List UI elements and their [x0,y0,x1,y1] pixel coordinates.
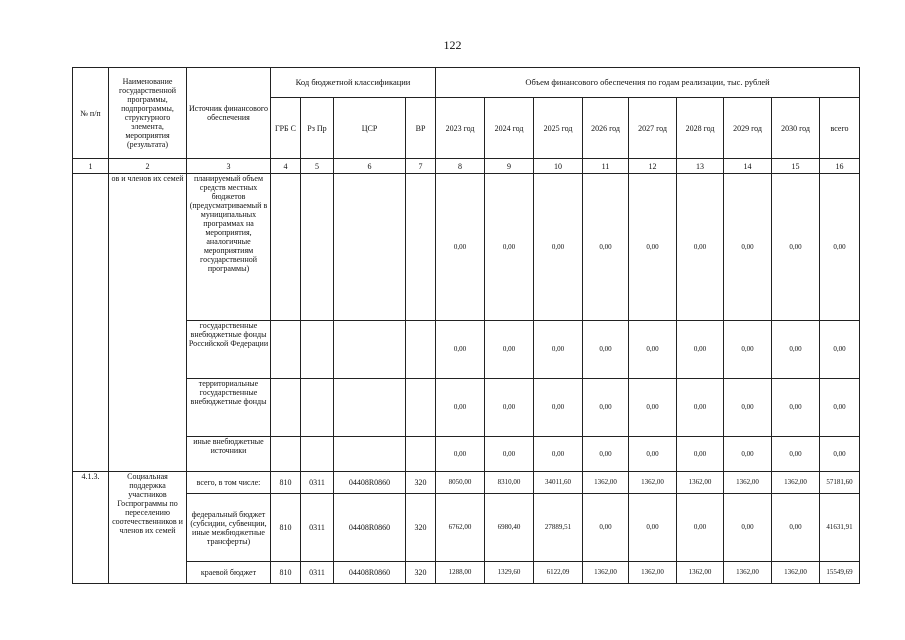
empty-cell [301,437,334,472]
value-cell: 0,00 [629,379,677,437]
value-cell: 0,00 [629,174,677,321]
row-num [73,174,109,472]
empty-cell [406,437,436,472]
value-cell: 0,00 [583,437,629,472]
header-name: Наименование государственной программы, подпрограммы, структурного элемента, мероприятия (результата) [109,68,187,159]
empty-cell [334,174,406,321]
value-cell: 0,00 [583,174,629,321]
value-cell: 0,00 [724,379,772,437]
table-row [73,472,860,494]
total-cell: 0,00 [820,437,860,472]
total-cell: 41631,91 [820,494,860,562]
value-cell: 0,00 [629,494,677,562]
row-source: иные внебюджетные источники [187,437,271,472]
value-cell: 1362,00 [772,562,820,584]
value-cell: 0,00 [724,174,772,321]
column-number: 7 [406,159,436,174]
value-cell: 0,00 [534,321,583,379]
table-row [73,494,860,562]
value-cell: 0,00 [436,379,485,437]
grbs-cell: 810 [271,494,301,562]
header-grbs: ГРБ С [271,98,301,159]
table-row [73,562,860,584]
rzpr-cell: 0311 [301,562,334,584]
value-cell: 1288,00 [436,562,485,584]
header-csr: ЦСР [334,98,406,159]
value-cell: 0,00 [485,174,534,321]
empty-cell [271,174,301,321]
value-cell: 0,00 [583,379,629,437]
column-number: 9 [485,159,534,174]
value-cell: 0,00 [534,174,583,321]
row-num: 4.1.3. [73,472,109,584]
value-cell: 0,00 [534,379,583,437]
value-cell: 0,00 [724,437,772,472]
value-cell: 0,00 [485,379,534,437]
value-cell: 0,00 [772,174,820,321]
rzpr-cell: 0311 [301,472,334,494]
value-cell: 1362,00 [629,562,677,584]
csr-cell: 04408R0860 [334,494,406,562]
header-year: 2027 год [629,98,677,159]
value-cell: 27889,51 [534,494,583,562]
value-cell: 6122,09 [534,562,583,584]
value-cell: 0,00 [677,379,724,437]
column-number: 12 [629,159,677,174]
column-number: 13 [677,159,724,174]
total-cell: 0,00 [820,321,860,379]
header-year: 2030 год [772,98,820,159]
value-cell: 0,00 [772,379,820,437]
page-number: 122 [443,38,462,52]
value-cell: 1362,00 [677,472,724,494]
value-cell: 0,00 [583,494,629,562]
vr-cell: 320 [406,472,436,494]
table-header [73,68,860,174]
header-num: № п/п [73,68,109,159]
column-number: 1 [73,159,109,174]
value-cell: 1362,00 [772,472,820,494]
empty-cell [301,174,334,321]
value-cell: 1362,00 [629,472,677,494]
value-cell: 0,00 [724,494,772,562]
column-number-row [73,159,860,174]
header-year: 2028 год [677,98,724,159]
empty-cell [334,321,406,379]
header-year: 2024 год [485,98,534,159]
csr-cell: 04408R0860 [334,562,406,584]
value-cell: 0,00 [436,174,485,321]
row-name: ов и членов их семей [109,174,187,472]
grbs-cell: 810 [271,562,301,584]
value-cell: 6762,00 [436,494,485,562]
header-year: 2023 год [436,98,485,159]
value-cell: 0,00 [583,321,629,379]
header-total: всего [820,98,860,159]
header-year: 2026 год [583,98,629,159]
value-cell: 0,00 [629,437,677,472]
value-cell: 1329,60 [485,562,534,584]
column-number: 5 [301,159,334,174]
rzpr-cell: 0311 [301,494,334,562]
table-row [73,379,860,437]
column-number: 11 [583,159,629,174]
value-cell: 0,00 [677,174,724,321]
value-cell: 0,00 [485,437,534,472]
value-cell: 0,00 [677,494,724,562]
row-name: Социальная поддержка участников Госпрограммы по переселению соотечественников и членов их семей [109,472,187,584]
budget-table [72,67,860,584]
row-source: федеральный бюджет (субсидии, субвенции, иные межбюджетные трансферты) [187,494,271,562]
vr-cell: 320 [406,562,436,584]
value-cell: 8050,00 [436,472,485,494]
total-cell: 57181,60 [820,472,860,494]
value-cell: 1362,00 [724,472,772,494]
value-cell: 1362,00 [724,562,772,584]
empty-cell [406,321,436,379]
vr-cell: 320 [406,494,436,562]
empty-cell [271,437,301,472]
csr-cell: 04408R0860 [334,472,406,494]
value-cell: 34011,60 [534,472,583,494]
empty-cell [334,437,406,472]
column-number: 6 [334,159,406,174]
table-row [73,174,860,321]
header-year: 2029 год [724,98,772,159]
value-cell: 0,00 [772,321,820,379]
value-cell: 1362,00 [583,562,629,584]
value-cell: 0,00 [677,437,724,472]
empty-cell [271,321,301,379]
column-number: 16 [820,159,860,174]
empty-cell [406,174,436,321]
value-cell: 0,00 [772,437,820,472]
value-cell: 0,00 [534,437,583,472]
header-code-group: Код бюджетной классификации [271,68,436,98]
total-cell: 15549,69 [820,562,860,584]
row-source: территориальные государственные внебюджетные фонды [187,379,271,437]
empty-cell [301,321,334,379]
column-number: 10 [534,159,583,174]
header-source: Источник финансового обеспечения [187,68,271,159]
table-row [73,321,860,379]
row-source: государственные внебюджетные фонды Российской Федерации [187,321,271,379]
empty-cell [406,379,436,437]
total-cell: 0,00 [820,379,860,437]
value-cell: 1362,00 [677,562,724,584]
header-volume-group: Объем финансового обеспечения по годам реализации, тыс. рублей [436,68,860,98]
value-cell: 0,00 [677,321,724,379]
table-row [73,437,860,472]
value-cell: 0,00 [772,494,820,562]
row-source: планируемый объем средств местных бюджетов (предусматриваемый в муниципальных программах на мероприятия, аналогичные мероприятиям государственной программы) [187,174,271,321]
column-number: 15 [772,159,820,174]
empty-cell [334,379,406,437]
value-cell: 8310,00 [485,472,534,494]
empty-cell [271,379,301,437]
value-cell: 6980,40 [485,494,534,562]
column-number: 3 [187,159,271,174]
value-cell: 0,00 [485,321,534,379]
column-number: 8 [436,159,485,174]
row-source: краевой бюджет [187,562,271,584]
header-rzpr: Рз Пр [301,98,334,159]
column-number: 2 [109,159,187,174]
header-year: 2025 год [534,98,583,159]
grbs-cell: 810 [271,472,301,494]
value-cell: 0,00 [724,321,772,379]
value-cell: 1362,00 [583,472,629,494]
value-cell: 0,00 [436,321,485,379]
column-number: 4 [271,159,301,174]
empty-cell [301,379,334,437]
value-cell: 0,00 [436,437,485,472]
total-cell: 0,00 [820,174,860,321]
column-number: 14 [724,159,772,174]
header-vr: ВР [406,98,436,159]
row-source: всего, в том числе: [187,472,271,494]
value-cell: 0,00 [629,321,677,379]
